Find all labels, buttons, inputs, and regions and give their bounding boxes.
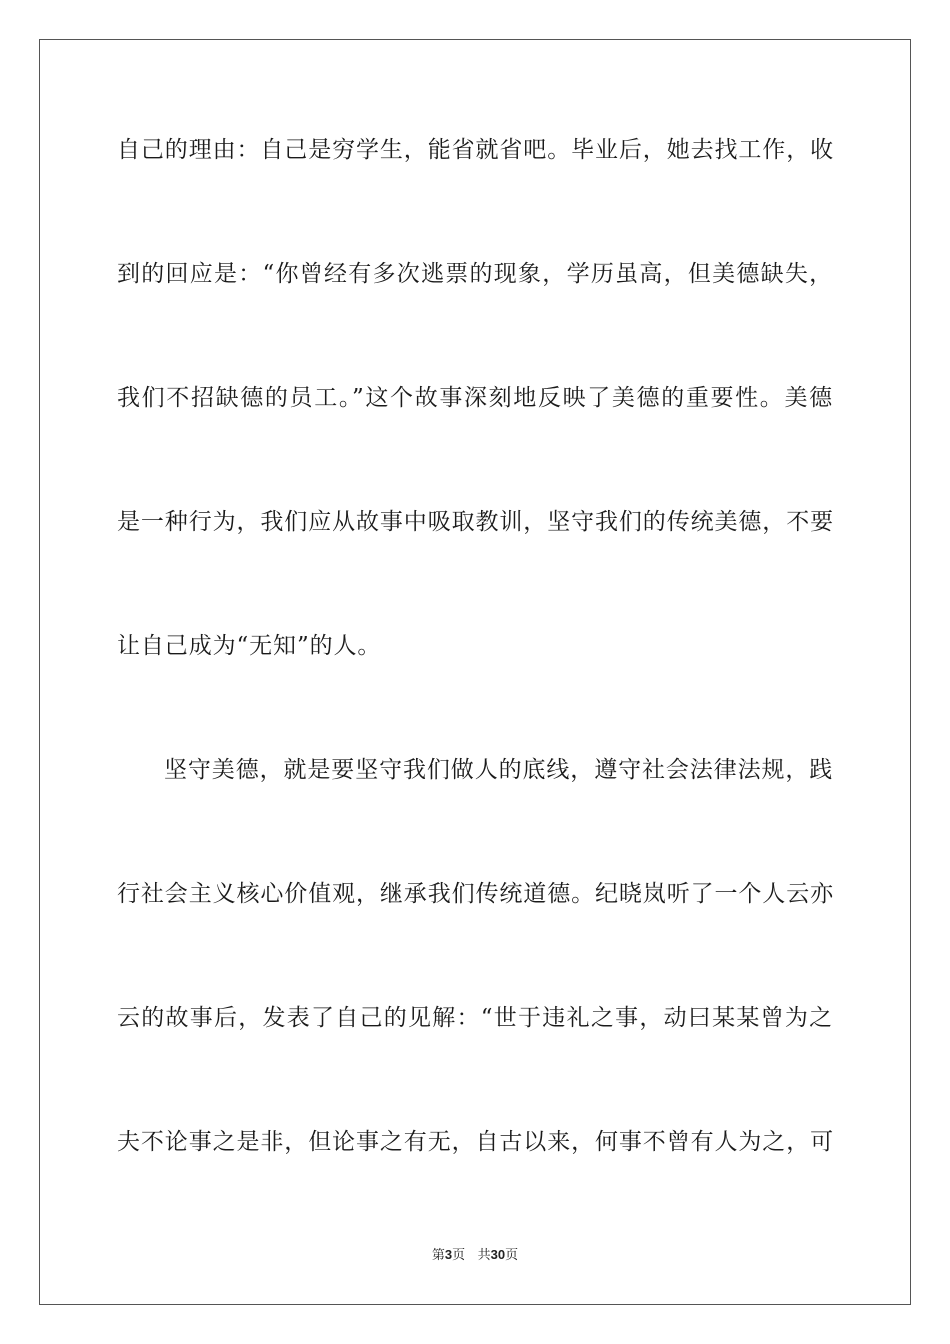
text-line: 我们不招缺德的员工。”这个故事深刻地反映了美德的重要性。美德 [117, 385, 833, 411]
page-footer [0, 1244, 950, 1263]
total-prefix: 共 [477, 1248, 491, 1263]
paragraph-1 [117, 120, 833, 740]
page-number: 3 [444, 1247, 453, 1262]
page-prefix: 第 [431, 1248, 445, 1263]
document-body [117, 120, 833, 1236]
page-suffix: 页 [452, 1248, 466, 1263]
total-suffix: 页 [505, 1248, 519, 1263]
text-line: 是一种行为，我们应从故事中吸取教训，坚守我们的传统美德，不要 [117, 509, 834, 535]
text-line: 自己的理由：自己是穷学生，能省就省吧。毕业后，她去找工作，收 [117, 137, 834, 163]
text-line: 让自己成为“无知”的人。 [117, 633, 382, 659]
paragraph-2 [117, 740, 833, 1236]
text-line: 行社会主义核心价值观，继承我们传统道德。纪晓岚听了一个人云亦 [117, 881, 834, 907]
text-line: 云的故事后，发表了自己的见解：“世于违礼之事，动曰某某曾为之 [117, 1005, 833, 1031]
text-line: 夫不论事之是非，但论事之有无，自古以来，何事不曾有人为之，可 [117, 1129, 834, 1155]
total-pages: 30 [490, 1247, 506, 1262]
text-line: 坚守美德，就是要坚守我们做人的底线，遵守社会法律法规，践 [164, 757, 834, 783]
text-line: 到的回应是：“你曾经有多次逃票的现象，学历虽高，但美德缺失， [117, 261, 833, 287]
